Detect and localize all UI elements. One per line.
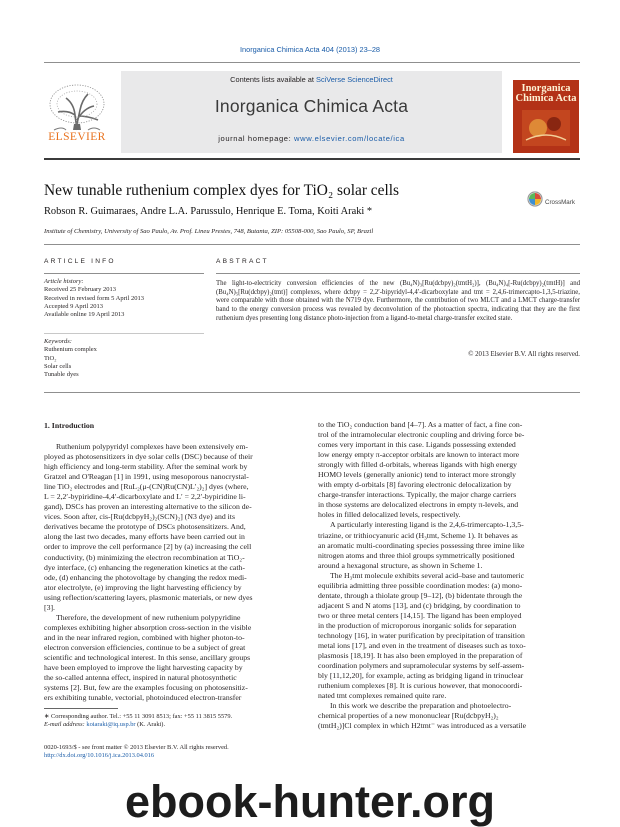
body-text-line: [3]. [44,602,55,612]
crossmark-label[interactable]: CrossMark [545,199,575,206]
body-text-line: The H₃tmt molecule exhibits several acid–base and tautomeric [330,570,525,580]
body-text-line: an aromatic multi-coordinating species possessing three imine like [318,540,525,550]
body-column-left [44,442,306,703]
abstract-rule [216,273,580,274]
body-text-line: the so-called antenna effect, inspired in natural photosynthetic [44,673,237,683]
cover-title-line1: Inorganica [521,83,571,94]
body-text-line: comes very important in this case. Ligands possessing extended [318,440,516,450]
body-text-line: derivatives became the prototype of DSCs photosensitizers. And, [44,522,246,532]
contents-line [121,75,502,84]
body-text-line: HOMO levels (generally anionic) tend to interact more strongly [318,470,516,480]
email-link[interactable]: koiaraki@iq.usp.br [86,721,136,729]
body-text-line: trol of the intramolecular electronic coupling and driving force be- [318,430,525,440]
author-affiliation: Institute of Chemistry, University of Sao Paulo, Av. Prof. Lineu Prestes, 748, Butanta, ZIP: 05508-000, Sao Paulo, SP, Brazil [44,228,374,235]
homepage-prefix: journal homepage: [218,134,295,143]
keywords-block [44,338,204,379]
article-info-rule [44,273,204,274]
corresponding-author-note: ∗ Corresponding author. Tel.: +55 11 3091 8513; fax: +55 11 3815 5579. [44,713,233,720]
running-head[interactable]: Inorganica Chimica Acta 404 (2013) 23–28 [239,45,381,54]
body-text-line: low energy empty π-acceptor orbitals are known to interact more [318,450,520,460]
history-received: Received 25 February 2013 [44,286,117,294]
body-text-line: systems [2]. But, few are the examples focusing on photosensitiz- [44,683,248,693]
body-text-line: vices. Soon after, cis-[Ru(dcbpyH₂)₂(SCN)₂] (N3 dye) and its [44,512,235,522]
email-line [44,721,306,729]
body-text-line: In this work we describe the preparation and photoelectro- [330,701,512,711]
body-text-line: metal ions [17], and even in the treatment of diseases such as toxo- [318,641,526,651]
article-info-heading: ARTICLE INFO [44,258,116,265]
body-text-line: holes in filled delocalized levels, respectively. [318,510,461,520]
author-list: Robson R. Guimaraes, Andre L.A. Parussulo, Henrique E. Toma, Koiti Araki * [44,206,373,217]
body-text-line: A particularly interesting ligand is the 2,4,6-trimercapto-1,3,5- [330,520,524,530]
keyword-item: TiO₂ [44,354,57,362]
body-text-line: order to improve the cell performance [2] by (a) increasing the cell [44,542,252,552]
body-text-line: technology [16], in water purification by precipitation of transition [318,630,525,640]
body-text-line: ployed as photosensitizers in dye solar cells (DSC) because of their [44,452,253,462]
body-text-line: scientific and technological interest. In this sense, ancillary groups [44,652,251,662]
body-text-line: ers exhibiting tunable, vectorial, photoinduced electron-transfer [44,693,242,703]
cover-title-line2: Chimica Acta [515,93,577,104]
body-text-line: in those systems are delocalized electrons in empty π-levels, and [318,500,519,510]
keyword-item: Ruthenium complex [44,346,97,354]
body-text-line: line TiO₂ electrodes and [RuL₂(μ-(CN)Ru(CN)L′₂)₂] dyes (where, [44,482,249,492]
body-text-line: nated tmt complexes remained quite rare. [318,691,447,701]
title-block-rule [44,244,580,245]
body-text-line: conductivity, (b) minimizing the electron recombination at TiO₂- [44,552,245,562]
body-text-line: equilibria admitting three possible coordination modes: (a) mono- [318,580,523,590]
body-text-line: gand), DSCs has proven an interesting alternative to the silicon de- [44,502,252,512]
section-heading-introduction: 1. Introduction [44,421,95,430]
body-text-line: ator electrolyte, (e) improving the light harvesting efficiency by [44,582,242,592]
body-text-line: Ruthenium polypyridyl complexes have been extensively em- [56,442,248,451]
body-text-line: L = 2,2′-bypiridine-4,4′-dicarboxylate and L′ = 2,2′-bypiridine li- [44,492,246,502]
keyword-item: Solar cells [44,362,72,370]
article-title: New tunable ruthenium complex dyes for TiO₂ solar cells [44,182,400,199]
body-text-line: ode, (d) enhancing the photovoltage by changing the redox medi- [44,572,247,582]
body-text-line: triazine, or trithiocyanuric acid (H₃tmt, Scheme 1). It behaves as [318,530,518,540]
keywords-rule [44,333,204,334]
body-text-line: and in the near infrared region, combined with higher photon-to- [44,632,245,642]
page-footer [44,744,344,760]
body-text-line: complexes exhibiting higher absorption cross-section in the visible [44,622,252,632]
body-text-line: electron conversion efficiencies, continue to be a subject of great [44,642,246,652]
body-text-line: chemical properties of a new mononuclear [Ru(dcbpyH₂)₂ [318,711,499,721]
article-history [44,278,204,319]
issn-line: 0020-1693/$ - see front matter © 2013 Elsevier B.V. All rights reserved. [44,744,229,751]
front-matter-rule [44,392,580,393]
body-text-line: two or three metal centers [14,15]. The ligand has been employed [318,610,522,620]
cover-title [513,84,579,104]
body-text-line: have been employed to improve the light harvesting capacity by [44,663,243,673]
body-text-line: around a hexagonal structure, as shown in Scheme 1. [318,560,483,570]
body-text-line: dentate, through a thiolate group [9–12], (b) bidentate through the [318,590,523,600]
body-text-line: high efficiency and long-term stability. After the seminal work by [44,462,248,472]
abstract-heading: ABSTRACT [216,258,269,265]
abstract-copyright: © 2013 Elsevier B.V. All rights reserved. [468,351,580,358]
body-text-line: plasmosis [18,19]. It has also been employed in the preparation of [318,651,523,661]
footnote [44,713,306,729]
body-text-line: dye interface, (c) enhancing the regeneration kinetics at the cath- [44,562,245,572]
header-top-rule [44,62,580,63]
watermark-text: ebook-hunter.org [125,780,495,827]
sciencedirect-link[interactable]: SciVerse ScienceDirect [316,75,393,84]
footnote-rule [44,708,118,709]
doi-link[interactable]: http://dx.doi.org/10.1016/j.ica.2013.04.016 [44,752,155,760]
body-text-line: adjacent S and N atoms [13], and (c) bridging, by coordination to [318,600,521,610]
body-text-line: in the production of microporous inorganic solids for separation [318,620,517,630]
abstract-text: The light-to-electricity conversion efficiencies of the new (Bu₄N)₃[Ru(dcbpy)₂(tmtH₂)], (Bu₄N)₄[-Ru(dcbpy)₂(tmtH)] and (Bu₄N)₅[Ru(dcbpy)₂(tmt)] complexes, where dcbpy = 2,2′-bipyridyl-4,4′-dicarboxylate and tmt = 2,4,6-trimercapto-1,3,5-triazine, were comparable with those obtained with the N719 dye. Furthermore, the contribution of two MLCT and a LMCT charge-transfer band to the energy conversion process was revealed by deconvolution of the photoaction spectra, indicating that they are the first ruthenium dyes presenting long distance photo-injection from a ligand-to-metal charge-transfer excited state. [216,280,580,322]
body-text-line: Gratzel and O'Reagan [1] in 1991, using mesoporous nanocrystal- [44,472,249,482]
body-text-line: charge-transfer interactions. Typically, the major charge carriers [318,490,517,500]
body-text-line: Therefore, the development of new ruthenium polypyridine [56,612,241,622]
body-text-line: strongly with filled d-orbitals, whereas ligands with high energy [318,460,517,470]
body-column-right [318,420,580,731]
body-text-line: ruthenium complexes [8]. It is curious however, that monocoordi- [318,681,523,691]
body-text-line: nitrogen atoms and three thiol groups symmetrically positioned [318,550,515,560]
body-text-line: to the TiO₂ conduction band [4–7]. As a matter of fact, a fine con- [318,420,523,429]
history-label: Article history: [44,278,84,285]
journal-title: Inorganica Chimica Acta [214,96,409,116]
email-prefix: E-mail address: [44,721,87,729]
elsevier-wordmark: ELSEVIER [48,131,106,143]
body-text-line: coordination polymers and supramolecular systems by self-assem- [318,661,525,671]
history-online: Available online 19 April 2013 [44,311,125,319]
history-revised: Received in revised form 5 April 2013 [44,294,145,302]
journal-homepage-line [121,134,502,143]
body-text-line: (tmtH₂)]Cl complex in which H2tmt⁻ was introduced as a versatile [318,721,527,731]
watermark [0,780,620,827]
body-text-line: with empty d-orbitals [8] favoring electronic delocalization by [318,480,512,490]
history-accepted: Accepted 9 April 2013 [44,302,104,310]
body-text-line: using reflection/scattering layers, plasmonic materials, or new dyes [44,592,253,602]
contents-prefix: Contents lists available at [230,75,317,84]
keyword-item: Tunable dyes [44,371,79,379]
homepage-link[interactable]: www.elsevier.com/locate/ica [294,134,405,143]
body-text-line: bly [11,12,20], for example, acting as bridging ligand in trinuclear [318,671,524,681]
cover-art-image [522,110,570,146]
header-bottom-rule [44,158,580,160]
body-text-line: along the last two decades, many efforts have been carried out in [44,532,245,542]
keywords-label: Keywords: [44,338,72,345]
email-suffix: (K. Araki). [135,721,166,729]
